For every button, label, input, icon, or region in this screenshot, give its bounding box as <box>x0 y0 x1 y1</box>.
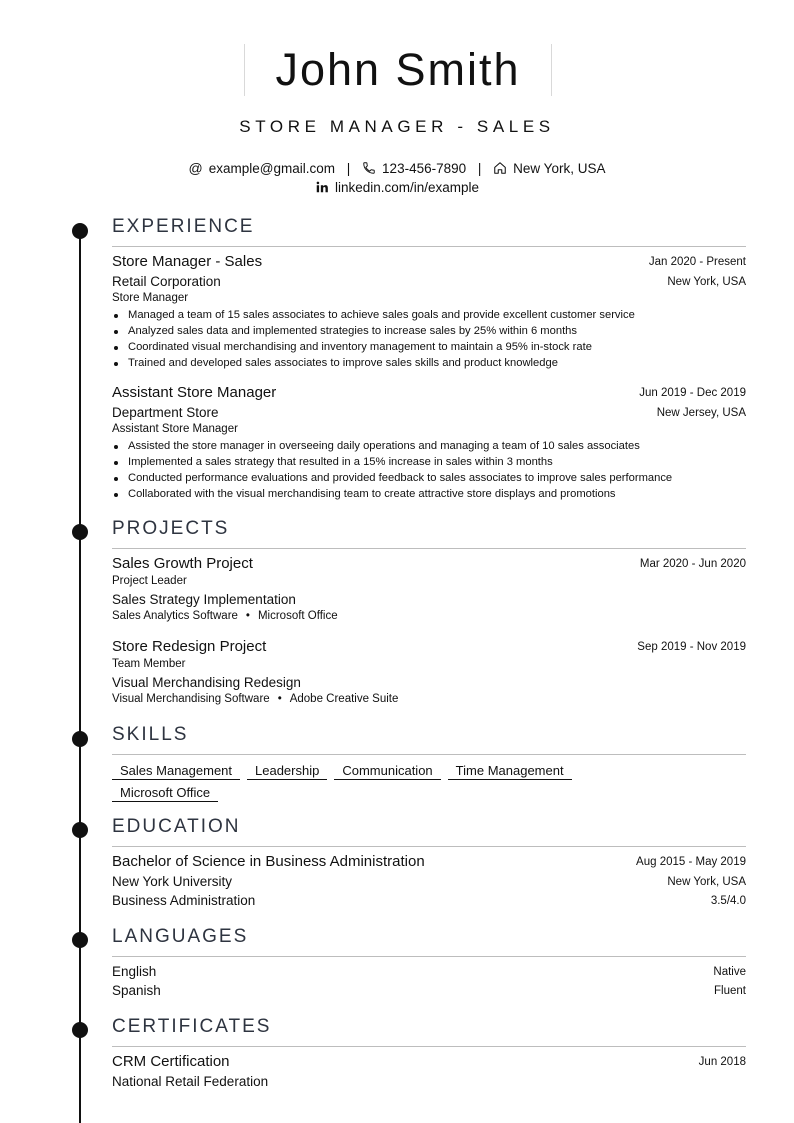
skill-tag: Sales Management <box>112 763 240 780</box>
experience-position: Store Manager <box>112 292 189 304</box>
experience-location: New York, USA <box>667 276 746 288</box>
education-degree: Bachelor of Science in Business Administration <box>112 853 425 870</box>
experience-title: Store Manager - Sales <box>112 253 263 270</box>
education-field: Business Administration <box>112 893 256 908</box>
list-item: Assisted the store manager in overseeing daily operations and managing a team of 10 sales associates <box>112 438 672 454</box>
contact-info <box>0 158 794 198</box>
education-location: New York, USA <box>667 876 746 888</box>
contact-separator: | <box>346 161 351 176</box>
linkedin-link[interactable]: linkedin.com/in/example <box>334 180 480 195</box>
project-title: Sales Growth Project <box>112 555 253 572</box>
experience-dates: Jan 2020 - Present <box>648 256 746 268</box>
section-title-experience: EXPERIENCE <box>112 216 255 237</box>
certificate-date: Jun 2018 <box>698 1056 746 1068</box>
certificate-issuer: National Retail Federation <box>112 1074 269 1089</box>
timeline-dot <box>72 1022 88 1038</box>
experience-title: Assistant Store Manager <box>112 384 277 401</box>
section-title-certificates: CERTIFICATES <box>112 1016 272 1037</box>
project-subtitle: Sales Strategy Implementation <box>112 592 296 607</box>
section-title-skills: SKILLS <box>112 724 189 745</box>
timeline-dot <box>72 731 88 747</box>
skill-tag: Leadership <box>247 763 327 780</box>
timeline-dot <box>72 524 88 540</box>
project-dates: Mar 2020 - Jun 2020 <box>639 558 746 570</box>
experience-location: New Jersey, USA <box>656 407 746 419</box>
language-level: Native <box>713 966 746 978</box>
location: New York, USA <box>513 161 606 176</box>
timeline-dot <box>72 822 88 838</box>
list-item: Analyzed sales data and implemented strategies to increase sales by 25% within 6 months <box>112 323 635 339</box>
home-icon <box>493 161 507 175</box>
skills-list <box>112 762 752 806</box>
project-role: Project Leader <box>112 575 187 587</box>
section-divider <box>112 1046 746 1047</box>
linkedin-icon <box>315 180 329 194</box>
tool-item: Sales Analytics Software <box>112 610 238 622</box>
timeline-dot <box>72 223 88 239</box>
section-divider <box>112 754 746 755</box>
timeline-line <box>79 224 81 1123</box>
experience-position: Assistant Store Manager <box>112 423 238 435</box>
list-item: Coordinated visual merchandising and inventory management to maintain a 95% in-stock rate <box>112 339 635 355</box>
contact-separator: | <box>477 161 482 176</box>
project-tools <box>112 610 338 622</box>
project-dates: Sep 2019 - Nov 2019 <box>637 641 746 653</box>
tool-item: Adobe Creative Suite <box>289 693 399 705</box>
list-item: Collaborated with the visual merchandising team to create attractive store displays and promotions <box>112 486 672 502</box>
list-item: Conducted performance evaluations and provided feedback to sales associates to improve sales performance <box>112 470 672 486</box>
section-title-languages: LANGUAGES <box>112 926 249 947</box>
experience-dates: Jun 2019 - Dec 2019 <box>639 387 746 399</box>
tool-separator: • <box>245 610 250 622</box>
section-divider <box>112 548 746 549</box>
timeline-dot <box>72 932 88 948</box>
list-item: Trained and developed sales associates to improve sales skills and product knowledge <box>112 355 635 371</box>
experience-bullets <box>112 438 672 502</box>
job-title: STORE MANAGER - SALES <box>239 117 555 136</box>
section-title-projects: PROJECTS <box>112 518 230 539</box>
tool-item: Visual Merchandising Software <box>112 693 270 705</box>
language-level: Fluent <box>714 985 746 997</box>
project-title: Store Redesign Project <box>112 638 267 655</box>
education-school: New York University <box>112 874 233 889</box>
language-name: Spanish <box>112 983 161 998</box>
section-title-education: EDUCATION <box>112 816 241 837</box>
email-link[interactable]: example@gmail.com <box>208 161 335 176</box>
experience-company: Department Store <box>112 405 219 420</box>
list-item: Implemented a sales strategy that resulted in a 15% increase in sales within 3 months <box>112 454 672 470</box>
education-gpa: 3.5/4.0 <box>710 895 746 907</box>
skill-tag: Microsoft Office <box>112 785 218 802</box>
tool-separator: • <box>277 693 282 705</box>
email-icon: @ <box>188 160 203 176</box>
section-divider <box>112 846 746 847</box>
list-item: Managed a team of 15 sales associates to achieve sales goals and provide excellent customer service <box>112 307 635 323</box>
skill-tag: Time Management <box>448 763 572 780</box>
phone-icon <box>362 161 376 175</box>
education-dates: Aug 2015 - May 2019 <box>636 856 746 868</box>
project-role: Team Member <box>112 658 186 670</box>
experience-company: Retail Corporation <box>112 274 221 289</box>
phone-number[interactable]: 123-456-7890 <box>382 161 467 176</box>
tool-item: Microsoft Office <box>257 610 338 622</box>
language-name: English <box>112 964 157 979</box>
skill-tag: Communication <box>334 763 440 780</box>
project-subtitle: Visual Merchandising Redesign <box>112 675 301 690</box>
experience-bullets <box>112 307 635 371</box>
section-divider <box>112 246 746 247</box>
project-tools <box>112 693 398 705</box>
section-divider <box>112 956 746 957</box>
certificate-name: CRM Certification <box>112 1053 230 1070</box>
candidate-name: John Smith <box>244 44 552 96</box>
